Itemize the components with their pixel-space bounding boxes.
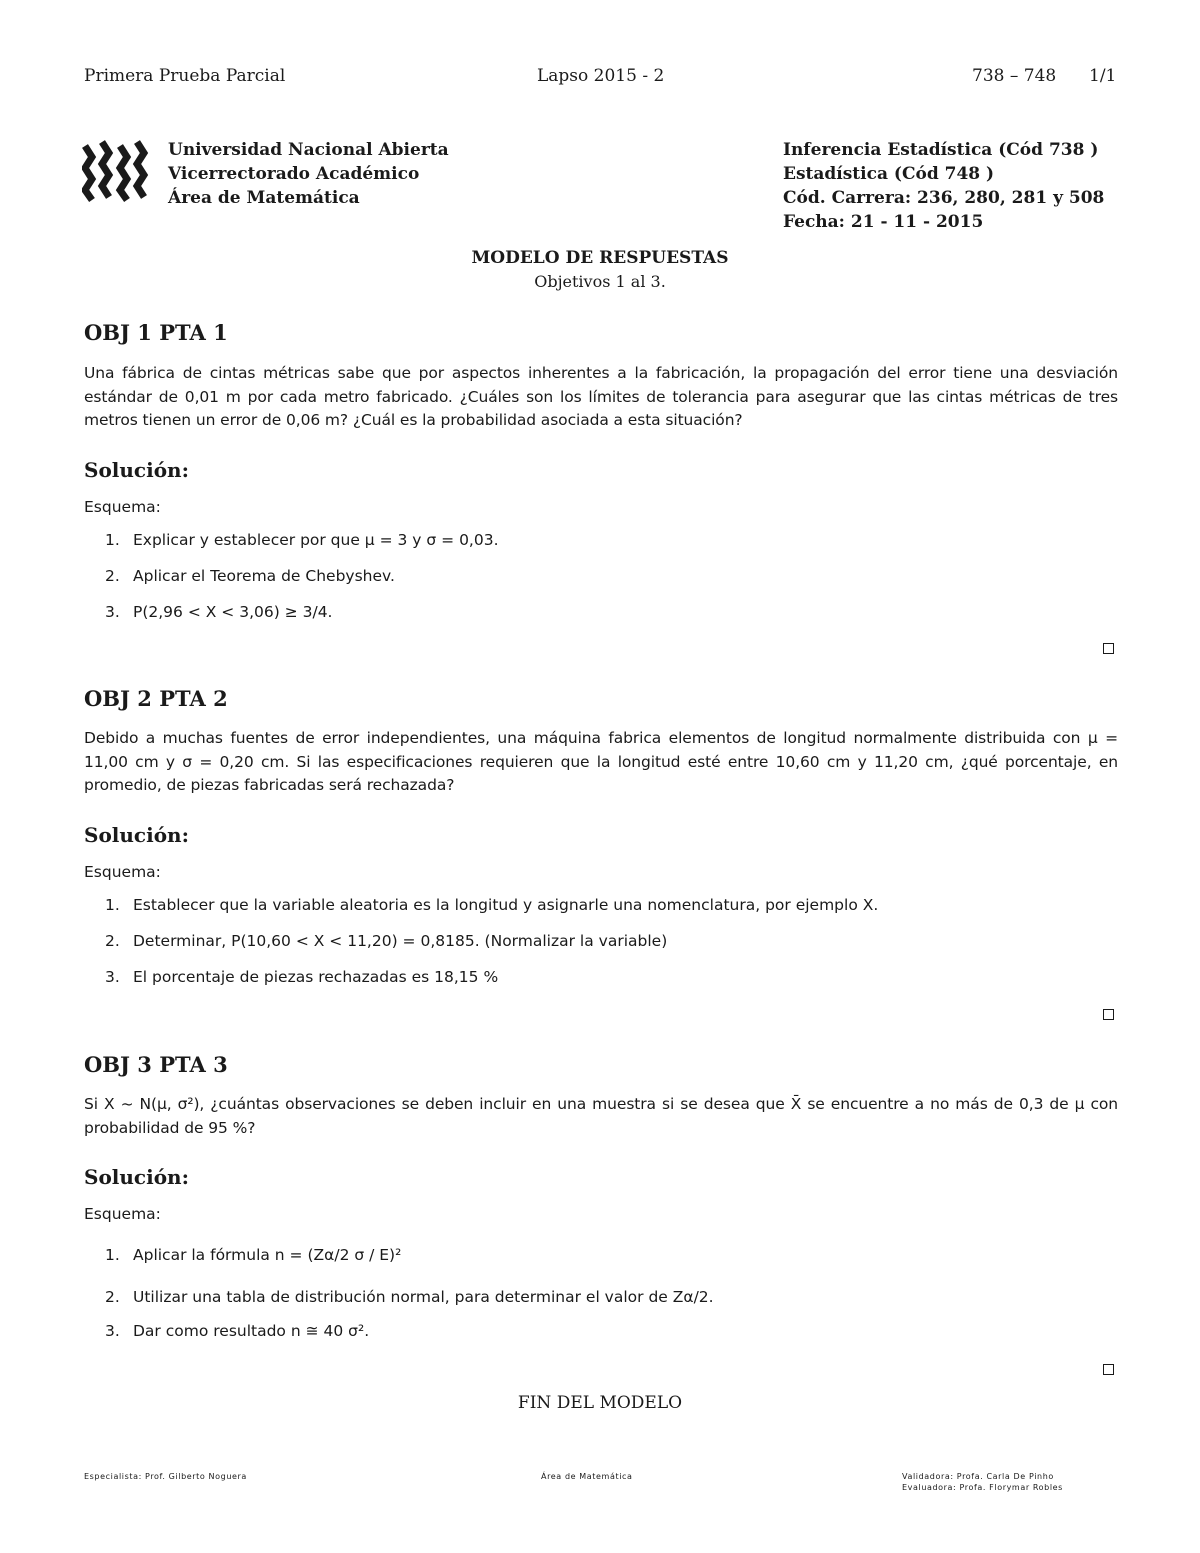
step-text: Aplicar la fórmula n = (Zα/2 σ / E)² [133, 1246, 402, 1264]
footer-validator: Validadora: Profa. Carla De Pinho [902, 1472, 1054, 1481]
step-text: Determinar, P(10,60 < X < 11,20) = 0,8185. (Normalizar la variable) [133, 932, 668, 950]
header-center: Lapso 2015 - 2 [537, 66, 665, 86]
header-codes: 738 – 748 [972, 66, 1057, 86]
section-heading: OBJ 3 PTA 3 [84, 1052, 228, 1077]
institution-name: Universidad Nacional Abierta [168, 140, 449, 160]
step-text: El porcentaje de piezas rechazadas es 18,15 % [133, 968, 499, 986]
question-statement: Si X ~ N(μ, σ²), ¿cuántas observaciones se deben incluir en una muestra si se desea que X̄ se encuentre a no más de 0,3 de μ con probabilidad de 95 %? [84, 1095, 1118, 1137]
course-fecha: Fecha: 21 - 11 - 2015 [783, 212, 984, 232]
end-of-proof-square [1103, 1364, 1114, 1375]
footer-area: Área de Matemática [541, 1472, 633, 1481]
scheme-step [105, 968, 498, 986]
step-number: 1. [105, 531, 120, 549]
step-text: Explicar y establecer por que μ = 3 y σ = 0,03. [133, 531, 499, 549]
scheme-step [105, 932, 667, 950]
course-carrera: Cód. Carrera: 236, 280, 281 y 508 [783, 188, 1105, 208]
course-block [783, 138, 1104, 234]
solution-heading: Solución: [84, 458, 189, 482]
footer-evaluator: Evaluadora: Profa. Florymar Robles [902, 1483, 1063, 1492]
solution-heading: Solución: [84, 823, 189, 847]
header-left: Primera Prueba Parcial [84, 66, 286, 86]
step-number: 3. [105, 968, 120, 986]
step-text: Utilizar una tabla de distribución normal, para determinar el valor de Zα/2. [133, 1288, 714, 1306]
step-number: 1. [105, 1246, 120, 1264]
end-of-proof-square [1103, 1009, 1114, 1020]
end-of-proof-square [1103, 643, 1114, 654]
footer-specialist: Especialista: Prof. Gilberto Noguera [84, 1472, 247, 1481]
step-text: Establecer que la variable aleatoria es la longitud y asignarle una nomenclatura, por ejemplo X. [133, 896, 879, 914]
scheme-step [105, 1322, 369, 1340]
institution-block [168, 138, 449, 210]
course-inferencia: Inferencia Estadística (Cód 738 ) [783, 140, 1099, 160]
step-number: 1. [105, 896, 120, 914]
scheme-step [105, 1246, 401, 1264]
step-number: 2. [105, 932, 120, 950]
step-number: 2. [105, 1288, 120, 1306]
step-text: Dar como resultado n ≅ 40 σ². [133, 1322, 370, 1340]
scheme-step [105, 603, 332, 621]
document-title: MODELO DE RESPUESTAS [471, 248, 729, 268]
institution-area: Área de Matemática [168, 188, 360, 208]
step-text: Aplicar el Teorema de Chebyshev. [133, 567, 395, 585]
section-heading: OBJ 2 PTA 2 [84, 686, 228, 711]
scheme-step [105, 567, 395, 585]
question-statement: Debido a muchas fuentes de error independientes, una máquina fabrica elementos de longitud normalmente distribuida con μ = 11,00 cm y σ = 0,20 cm. Si las especificaciones requieren que la longitud esté entre 10,60 cm y 11,20 cm, ¿qué porcentaje, en promedio, de piezas fabricadas será rechazada? [84, 729, 1118, 794]
step-number: 3. [105, 603, 120, 621]
scheme-step [105, 531, 499, 549]
document-subtitle: Objetivos 1 al 3. [534, 272, 666, 291]
una-logo-icon [82, 140, 152, 202]
scheme-label: Esquema: [84, 1205, 161, 1223]
scheme-label: Esquema: [84, 863, 161, 881]
section-heading: OBJ 1 PTA 1 [84, 320, 228, 345]
step-text: P(2,96 < X < 3,06) ≥ 3/4. [133, 603, 333, 621]
question-statement: Una fábrica de cintas métricas sabe que por aspectos inherentes a la fabricación, la propagación del error tiene una desviación estándar de 0,01 m por cada metro fabricado. ¿Cuáles son los límites de tolerancia para asegurar que las cintas métricas de tres metros tienen un error de 0,06 m? ¿Cuál es la probabilidad asociada a esta situación? [84, 364, 1118, 429]
scheme-label: Esquema: [84, 498, 161, 516]
step-number: 2. [105, 567, 120, 585]
scheme-step [105, 896, 878, 914]
end-of-model-text: FIN DEL MODELO [517, 1393, 683, 1413]
solution-heading: Solución: [84, 1165, 189, 1189]
step-number: 3. [105, 1322, 120, 1340]
institution-vicerrectorado: Vicerrectorado Académico [168, 164, 420, 184]
scheme-step [105, 1288, 714, 1306]
course-estadistica: Estadística (Cód 748 ) [783, 164, 995, 184]
header-page-number: 1/1 [1089, 66, 1117, 86]
